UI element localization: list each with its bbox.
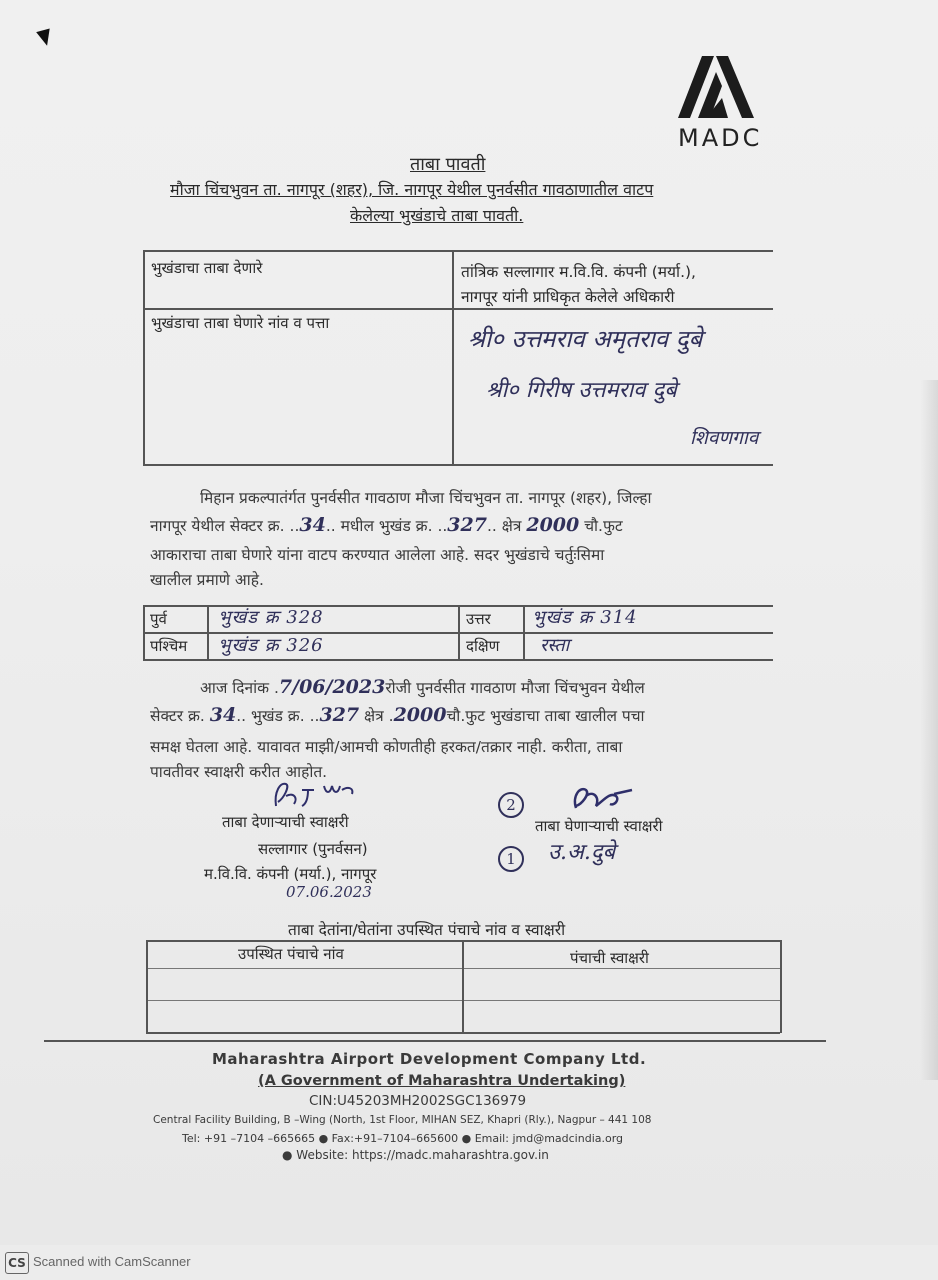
signer-number-1: 1 [498, 846, 524, 872]
para1-line1: मिहान प्रकल्पातंर्गत पुनर्वसीत गावठाण मौजा चिंचभुवन ता. नागपूर (शहर), जिल्हा [200, 489, 652, 507]
para2-line4: पावतीवर स्वाक्षरी करीत आहोत. [150, 763, 328, 781]
giver-company: म.वि.वि. कंपनी (मर्या.), नागपूर [204, 865, 377, 883]
east-label: पुर्व [150, 610, 167, 628]
west-value: भुखंड क्र 326 [218, 635, 324, 656]
subtitle-line1: मौजा चिंचभुवन ता. नागपूर (शहर), जि. नागपूर येथील पुनर्वसीत गावठाणातील वाटप [170, 180, 654, 199]
row-giver-label: भुखंडाचा ताबा देणारे [151, 259, 263, 277]
plot-value: 327 [447, 514, 487, 536]
footer-contact: Tel: +91 –7104 –665665 ● Fax:+91–7104–665600 ● Email: jmd@madcindia.org [182, 1132, 624, 1145]
receiver-sign-label: ताबा घेणाऱ्याची स्वाक्षरी [535, 817, 663, 835]
row-receiver-label: भुखंडाचा ताबा घेणारे नांव व पत्ता [151, 314, 330, 332]
para1-line3: आकाराचा ताबा घेणारे यांना वाटप करण्यात आलेला आहे. सदर भुखंडाचे चर्तुःसिमा [150, 546, 605, 564]
receiver-name-2: श्री० गिरीष उत्तमराव दुबे [486, 378, 677, 403]
panch-col-sign: पंचाची स्वाक्षरी [570, 949, 649, 967]
receiver-name-1: श्री० उत्तमराव अमृतराव दुबे [468, 325, 703, 353]
para2-line1: आज दिनांक .7/06/2023रोजी पुनर्वसीत गावठाण मौजा चिंचभुवन येथील [200, 676, 645, 698]
footer-divider [44, 1040, 826, 1042]
panch-col-name: उपस्थित पंचाचे नांव [238, 945, 344, 963]
panch-heading: ताबा देतांना/घेतांना उपस्थित पंचाचे नांव व स्वाक्षरी [288, 921, 566, 939]
camscanner-badge: CS [5, 1252, 29, 1274]
sector-value: 34 [299, 514, 326, 536]
giver-sign-label: ताबा देणाऱ्याची स्वाक्षरी [222, 813, 349, 831]
signer-number-2: 2 [498, 792, 524, 818]
receiver-signature-2 [570, 782, 636, 816]
row-giver-value-2: नागपूर यांनी प्राधिकृत केलेले अधिकारी [461, 288, 675, 306]
para2-line3: समक्ष घेतला आहे. यावावत माझी/आमची कोणतीही हरकत/तक्रार नाही. करीता, ताबा [150, 738, 623, 756]
area-value: 2000 [526, 514, 580, 536]
page-title: ताबा पावती [410, 154, 486, 175]
receiver-address: शिवणगाव [690, 427, 759, 449]
north-label: उत्तर [466, 610, 491, 628]
date-value: 7/06/2023 [278, 676, 386, 698]
footer-address: Central Facility Building, B –Wing (North, 1st Floor, MIHAN SEZ, Khapri (Rly.), Nagpur – 441 108 [153, 1114, 652, 1126]
receiver-signature-1: उ.अ.दुबे [548, 840, 616, 865]
giver-sign-date: 07.06.2023 [286, 883, 372, 901]
giver-signature [268, 778, 368, 812]
east-value: भुखंड क्र 328 [218, 607, 324, 628]
footer-sub: (A Government of Maharashtra Undertaking) [258, 1073, 626, 1089]
west-label: पश्चिम [150, 637, 188, 655]
madc-logo-icon [676, 54, 756, 120]
para2-line2: सेक्टर क्र. 34.. भुखंड क्र. ..327 क्षेत्र .2000चौ.फुट भुखंडाचा ताबा खालील पचा [150, 704, 645, 726]
footer-cin: CIN:U45203MH2002SGC136979 [309, 1093, 527, 1109]
south-value: रस्ता [540, 635, 570, 656]
para1-line2: नागपूर येथील सेक्टर क्र. ..34.. मधील भुखंड क्र. ..327.. क्षेत्र 2000 चौ.फुट [150, 514, 623, 536]
row-giver-value-1: तांत्रिक सल्लागार म.वि.वि. कंपनी (मर्या.), [461, 263, 696, 281]
north-value: भुखंड क्र 314 [532, 607, 638, 628]
footer-company: Maharashtra Airport Development Company Ltd. [212, 1050, 647, 1068]
edge-shadow [920, 380, 938, 1080]
giver-designation: सल्लागार (पुनर्वसन) [258, 840, 368, 858]
south-label: दक्षिण [466, 637, 500, 655]
subtitle-line2: केलेल्या भुखंडाचे ताबा पावती. [350, 206, 524, 225]
para1-line4: खालील प्रमाणे आहे. [150, 571, 264, 589]
logo-text: MADC [678, 124, 763, 152]
camscanner-text: Scanned with CamScanner [33, 1254, 191, 1269]
footer-website: ● Website: https://madc.maharashtra.gov.in [282, 1148, 549, 1162]
